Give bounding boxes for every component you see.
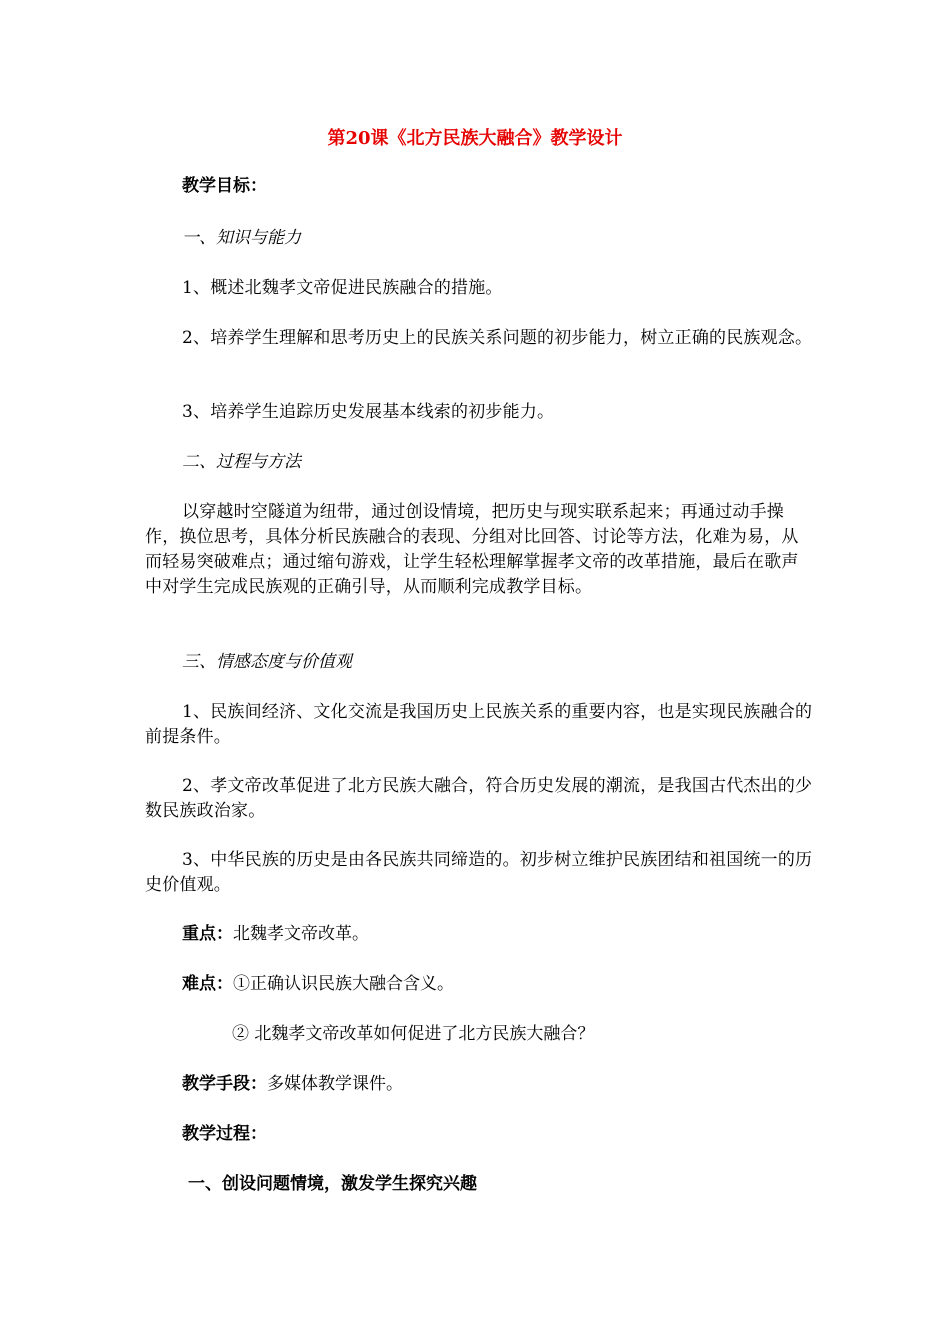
step1-heading: 一、创设问题情境，激发学生探究兴趣 xyxy=(188,1174,477,1194)
goals-heading: 教学目标： xyxy=(182,176,267,196)
section2-heading: 二、过程与方法 xyxy=(182,452,301,472)
teaching-means-label: 教学手段： xyxy=(182,1074,267,1094)
section2-text: 以穿越时空隧道为纽带，通过创设情境，把历史与现实联系起来；再通过动手操作，换位思考，具体分析民族融合的表现、分组对比回答、讨论等方法，化难为易，从而轻易突破难点；通过缩句游戏，让学生轻松理解掌握孝文帝的改革措施，最后在歌声中对学生完成民族观的正确引导，从而顺利完成教学目标。 xyxy=(145,502,799,597)
teaching-means xyxy=(182,1072,812,1097)
difficulty-item-1: ①正确认识民族大融合含义。 xyxy=(233,974,454,994)
section1-item-3: 3、培养学生追踪历史发展基本线索的初步能力。 xyxy=(182,402,555,422)
teaching-means-text: 多媒体教学课件。 xyxy=(267,1074,403,1094)
section3-heading: 三、情感态度与价值观 xyxy=(182,652,352,672)
section1-heading: 一、知识与能力 xyxy=(182,228,301,248)
key-point xyxy=(182,922,812,947)
section3-item-2: 2、孝文帝改革促进了北方民族大融合，符合历史发展的潮流，是我国古代杰出的少数民族政治家。 xyxy=(145,776,813,821)
section1-item-2: 2、培养学生理解和思考历史上的民族关系问题的初步能力，树立正确的民族观念。 xyxy=(182,328,813,348)
document-title: 第20课《北方民族大融合》教学设计 xyxy=(327,128,623,149)
section3-item-1: 1、民族间经济、文化交流是我国历史上民族关系的重要内容，也是实现民族融合的前提条件。 xyxy=(145,702,813,747)
difficulty-label: 难点： xyxy=(182,974,233,994)
key-point-label: 重点： xyxy=(182,924,233,944)
difficulty xyxy=(182,972,812,997)
section1-item-1: 1、概述北魏孝文帝促进民族融合的措施。 xyxy=(182,278,503,298)
difficulty-item-2: ② 北魏孝文帝改革如何促进了北方民族大融合？ xyxy=(232,1024,595,1044)
key-point-text: 北魏孝文帝改革。 xyxy=(233,924,369,944)
section3-item-3: 3、中华民族的历史是由各民族共同缔造的。初步树立维护民族团结和祖国统一的历史价值观。 xyxy=(145,850,813,895)
process-heading: 教学过程： xyxy=(182,1124,267,1144)
